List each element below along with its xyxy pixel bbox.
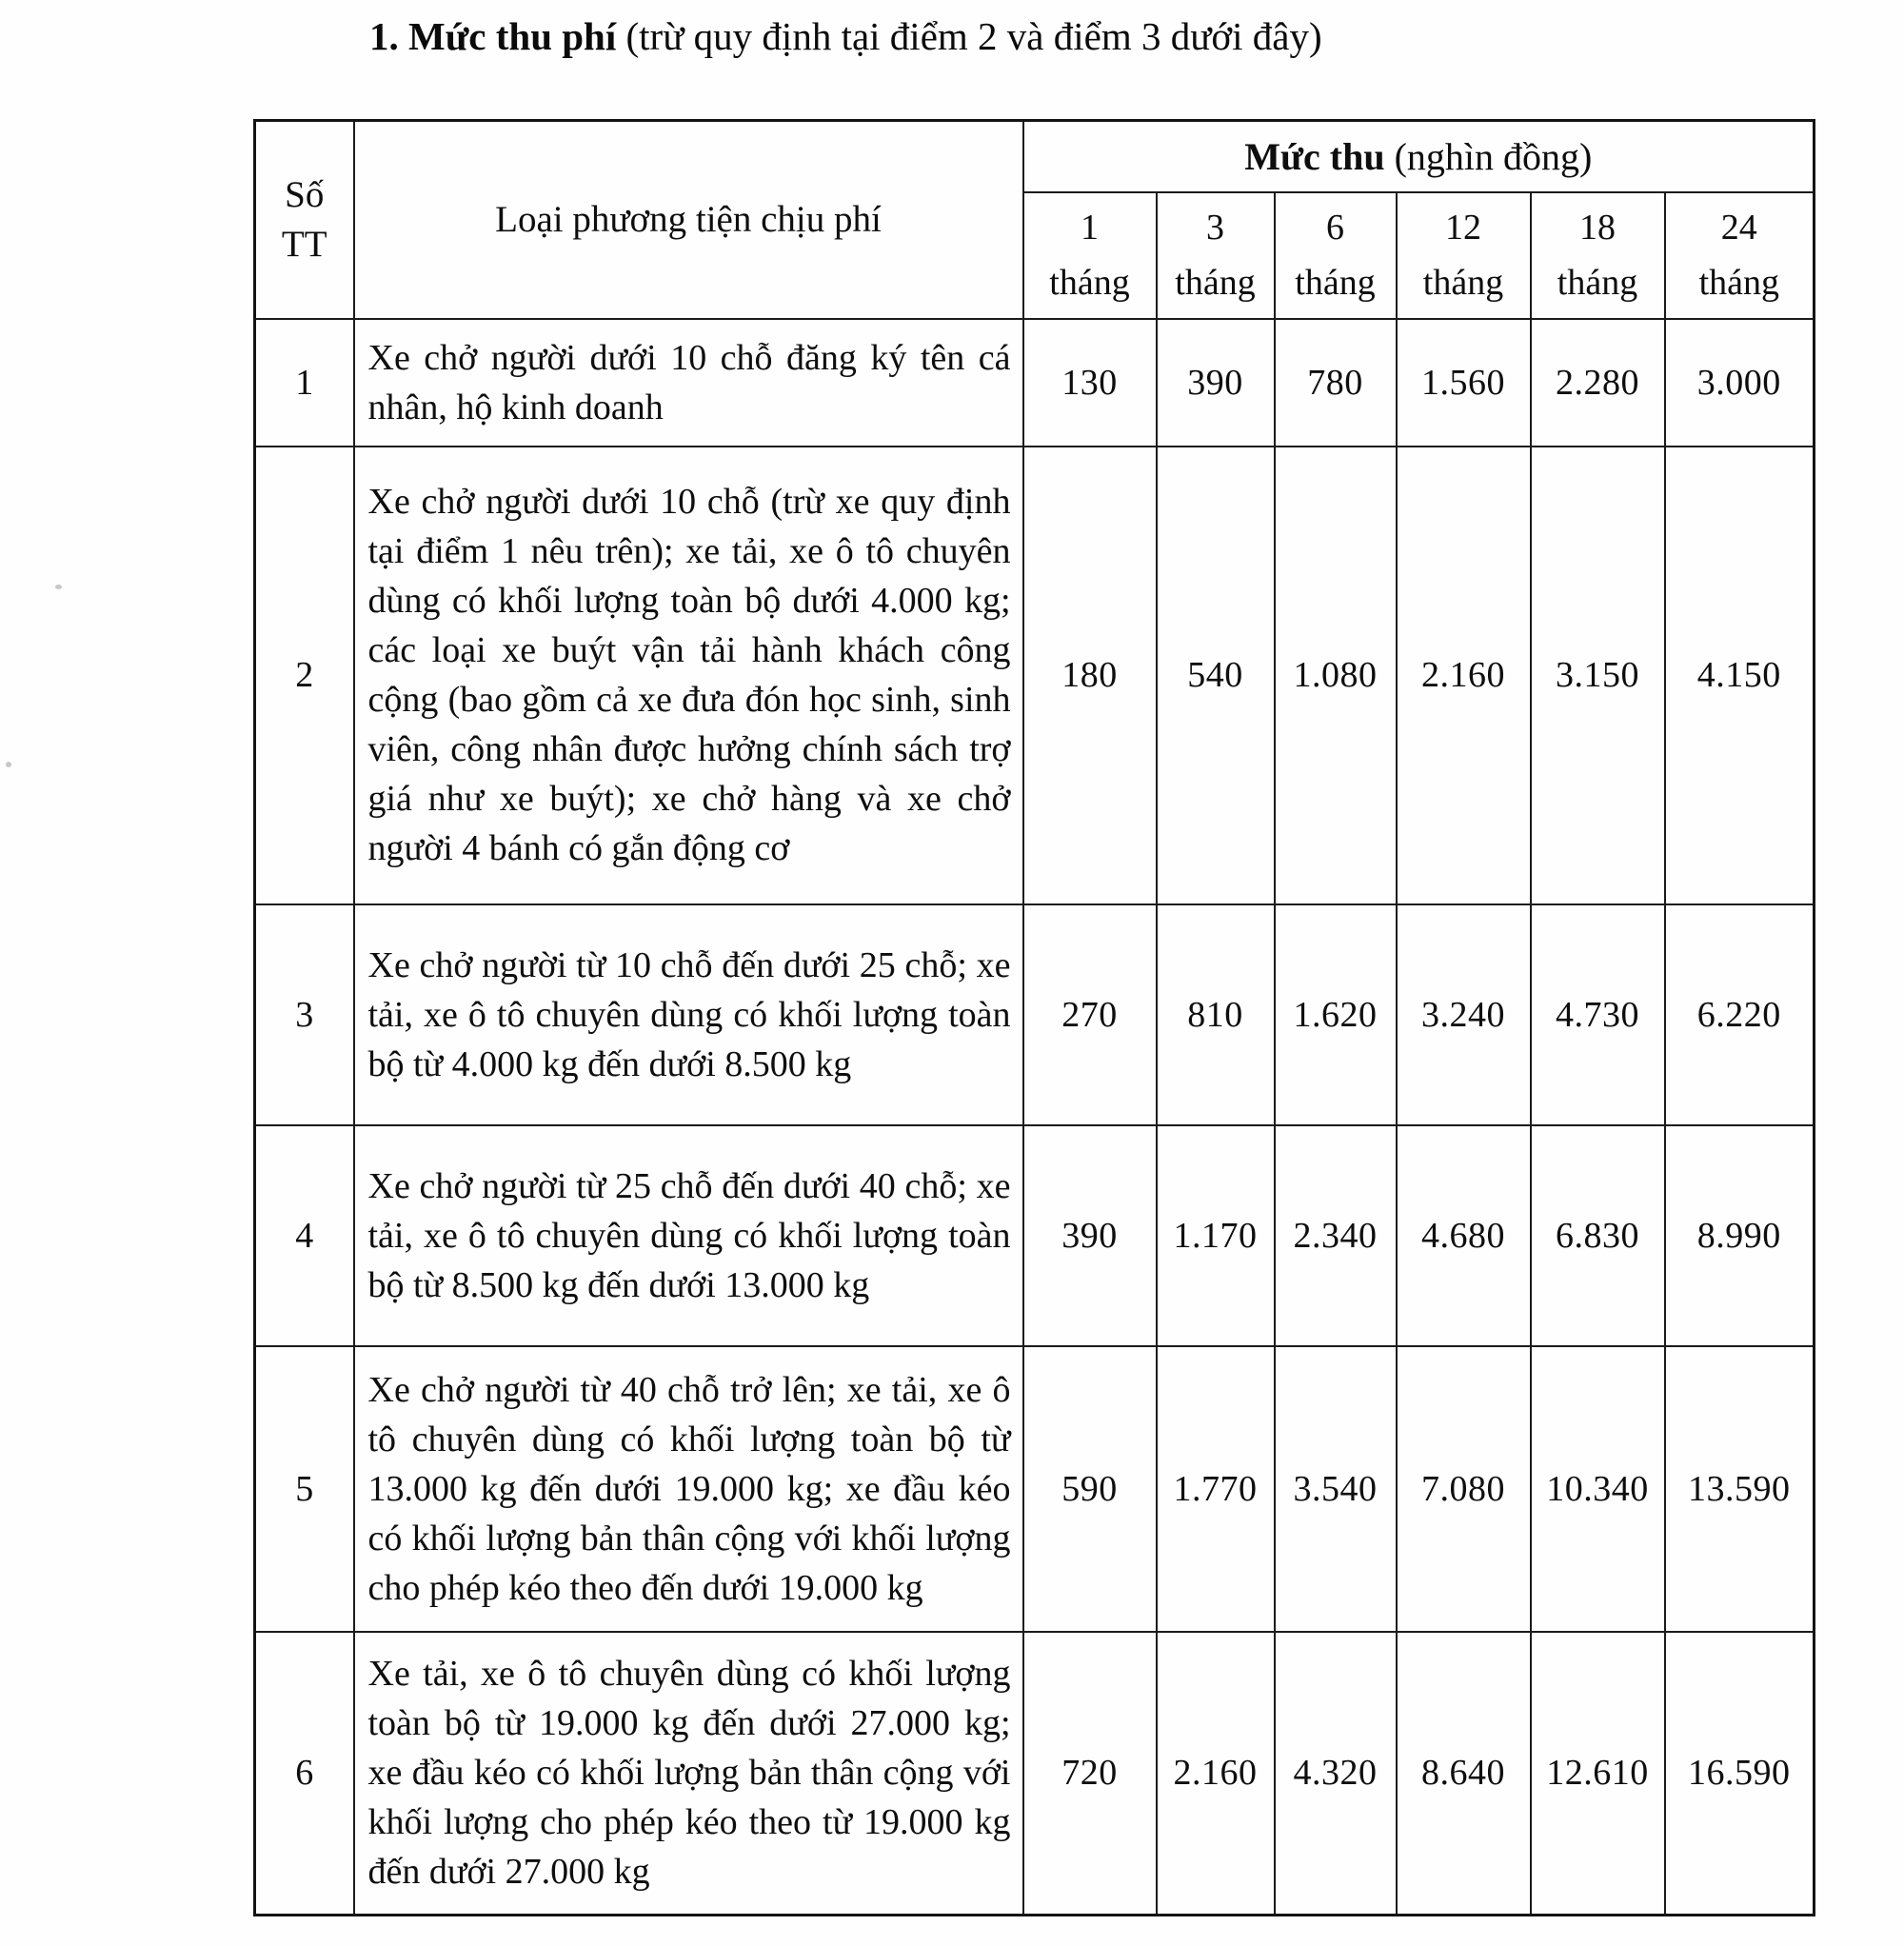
row-6-fee-24thang: 16.590 <box>1665 1632 1815 1916</box>
header-period-12-thang <box>1397 192 1531 319</box>
header-stt: Số TT <box>255 121 354 319</box>
row-5-desc: Xe chở người từ 40 chỗ trở lên; xe tải, xe ô tô chuyên dùng có khối lượng toàn bộ từ 13.000 kg đến dưới 19.000 kg; xe đầu kéo có khối lượng bản thân cộng với khối lượng cho phép kéo theo đến dưới 19.000 kg <box>354 1346 1023 1632</box>
table-row <box>255 904 1815 1125</box>
row-2-fee-24thang: 4.150 <box>1665 447 1815 904</box>
row-3-fee-1thang: 270 <box>1023 904 1157 1125</box>
row-2-fee-6thang: 1.080 <box>1275 447 1397 904</box>
row-6-fee-3thang: 2.160 <box>1157 1632 1275 1916</box>
row-1-fee-18thang: 2.280 <box>1531 319 1665 447</box>
header-period-6-thang <box>1275 192 1397 319</box>
row-3-desc: Xe chở người từ 10 chỗ đến dưới 25 chỗ; xe tải, xe ô tô chuyên dùng có khối lượng toàn bộ từ 4.000 kg đến dưới 8.500 kg <box>354 904 1023 1125</box>
header-period-3-thang <box>1157 192 1275 319</box>
period-number: 1 <box>1081 208 1099 248</box>
period-number: 12 <box>1445 208 1481 248</box>
row-4-fee-12thang: 4.680 <box>1397 1125 1531 1346</box>
period-number: 6 <box>1326 208 1344 248</box>
period-unit: tháng <box>1295 263 1376 303</box>
row-6-stt: 6 <box>255 1632 354 1916</box>
table-row <box>255 1346 1815 1632</box>
row-5-fee-6thang: 3.540 <box>1275 1346 1397 1632</box>
row-1-fee-3thang: 390 <box>1157 319 1275 447</box>
scan-speck <box>6 762 11 767</box>
header-fee-group-unit: (nghìn đồng) <box>1384 134 1593 178</box>
period-unit: tháng <box>1049 263 1130 303</box>
period-number: 24 <box>1720 208 1757 248</box>
page-title-bold: 1. Mức thu phí <box>369 14 617 58</box>
row-1-fee-24thang: 3.000 <box>1665 319 1815 447</box>
row-3-fee-18thang: 4.730 <box>1531 904 1665 1125</box>
period-unit: tháng <box>1557 263 1638 303</box>
row-5-fee-24thang: 13.590 <box>1665 1346 1815 1632</box>
row-5-fee-12thang: 7.080 <box>1397 1346 1531 1632</box>
row-4-stt: 4 <box>255 1125 354 1346</box>
period-unit: tháng <box>1422 263 1504 303</box>
row-6-fee-6thang: 4.320 <box>1275 1632 1397 1916</box>
row-4-fee-3thang: 1.170 <box>1157 1125 1275 1346</box>
page-title <box>369 13 1322 59</box>
header-fee-group <box>1023 121 1815 192</box>
row-1-fee-1thang: 130 <box>1023 319 1157 447</box>
row-3-fee-12thang: 3.240 <box>1397 904 1531 1125</box>
row-3-fee-3thang: 810 <box>1157 904 1275 1125</box>
period-number: 3 <box>1206 208 1224 248</box>
row-5-fee-18thang: 10.340 <box>1531 1346 1665 1632</box>
row-6-desc: Xe tải, xe ô tô chuyên dùng có khối lượng toàn bộ từ 19.000 kg đến dưới 27.000 kg; xe đầu kéo có khối lượng bản thân cộng với khối lượng cho phép kéo theo từ 19.000 kg đến dưới 27.000 kg <box>354 1632 1023 1916</box>
table-row <box>255 1125 1815 1346</box>
row-6-fee-12thang: 8.640 <box>1397 1632 1531 1916</box>
row-1-desc: Xe chở người dưới 10 chỗ đăng ký tên cá nhân, hộ kinh doanh <box>354 319 1023 447</box>
row-6-fee-1thang: 720 <box>1023 1632 1157 1916</box>
row-4-fee-6thang: 2.340 <box>1275 1125 1397 1346</box>
header-period-18-thang <box>1531 192 1665 319</box>
row-1-fee-12thang: 1.560 <box>1397 319 1531 447</box>
period-unit: tháng <box>1698 263 1779 303</box>
row-1-stt: 1 <box>255 319 354 447</box>
fee-table <box>253 119 1815 1916</box>
table-row <box>255 447 1815 904</box>
row-3-stt: 3 <box>255 904 354 1125</box>
row-2-fee-3thang: 540 <box>1157 447 1275 904</box>
row-4-fee-24thang: 8.990 <box>1665 1125 1815 1346</box>
row-2-fee-1thang: 180 <box>1023 447 1157 904</box>
row-5-stt: 5 <box>255 1346 354 1632</box>
header-vehicle-type: Loại phương tiện chịu phí <box>354 121 1023 319</box>
row-3-fee-24thang: 6.220 <box>1665 904 1815 1125</box>
table-row <box>255 1632 1815 1916</box>
page-title-note: (trừ quy định tại điểm 2 và điểm 3 dưới đây) <box>616 14 1322 58</box>
row-4-fee-18thang: 6.830 <box>1531 1125 1665 1346</box>
row-4-desc: Xe chở người từ 25 chỗ đến dưới 40 chỗ; xe tải, xe ô tô chuyên dùng có khối lượng toàn bộ từ 8.500 kg đến dưới 13.000 kg <box>354 1125 1023 1346</box>
row-2-fee-12thang: 2.160 <box>1397 447 1531 904</box>
header-fee-group-bold: Mức thu <box>1244 134 1385 178</box>
table-header-row-group <box>255 121 1815 192</box>
row-2-fee-18thang: 3.150 <box>1531 447 1665 904</box>
row-1-fee-6thang: 780 <box>1275 319 1397 447</box>
row-6-fee-18thang: 12.610 <box>1531 1632 1665 1916</box>
period-unit: tháng <box>1175 263 1256 303</box>
row-2-stt: 2 <box>255 447 354 904</box>
period-number: 18 <box>1579 208 1616 248</box>
row-5-fee-1thang: 590 <box>1023 1346 1157 1632</box>
row-4-fee-1thang: 390 <box>1023 1125 1157 1346</box>
row-2-desc: Xe chở người dưới 10 chỗ (trừ xe quy định tại điểm 1 nêu trên); xe tải, xe ô tô chuyên dùng có khối lượng toàn bộ dưới 4.000 kg; các loại xe buýt vận tải hành khách công cộng (bao gồm cả xe đưa đón học sinh, sinh viên, công nhân được hưởng chính sách trợ giá như xe buýt); xe chở hàng và xe chở người 4 bánh có gắn động cơ <box>354 447 1023 904</box>
table-row <box>255 319 1815 447</box>
row-5-fee-3thang: 1.770 <box>1157 1346 1275 1632</box>
row-3-fee-6thang: 1.620 <box>1275 904 1397 1125</box>
header-period-24-thang <box>1665 192 1815 319</box>
header-period-1-thang <box>1023 192 1157 319</box>
scan-speck <box>55 585 62 589</box>
